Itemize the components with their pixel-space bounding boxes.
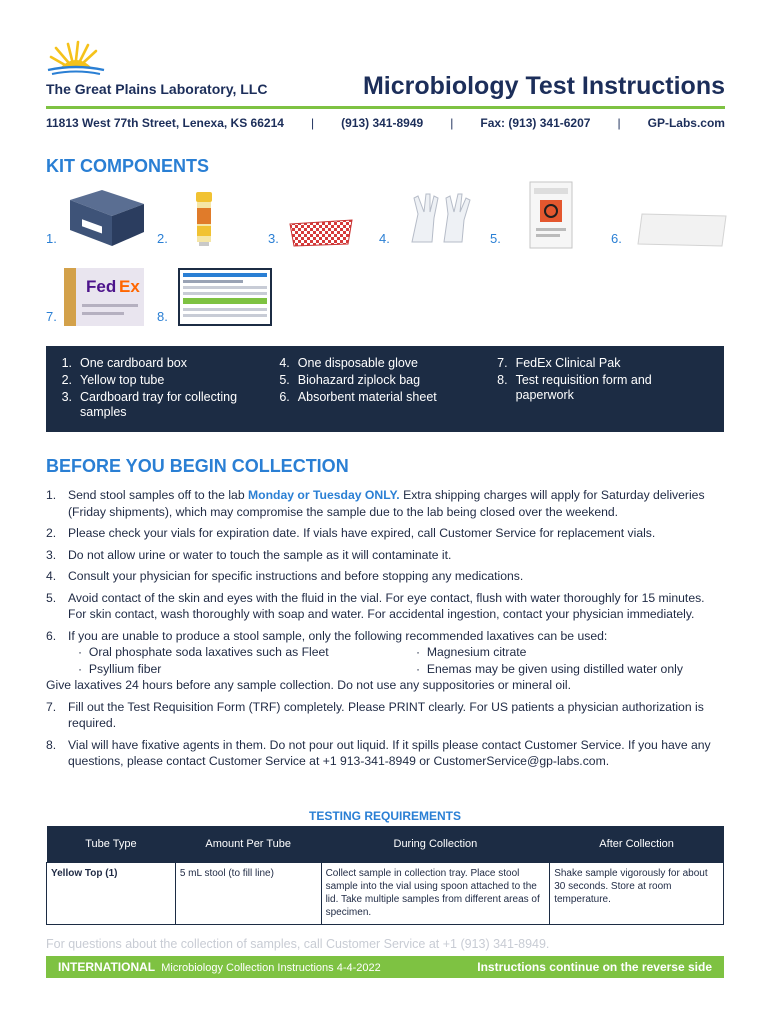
laxative-item: · Magnesium citrate [416,644,726,661]
column-header: After Collection [550,826,724,862]
phone: (913) 341-8949 [341,116,424,130]
separator: | [310,116,315,130]
international-label: INTERNATIONAL [58,960,156,974]
svg-text:Fed: Fed [86,277,117,296]
testing-requirements-title: TESTING REQUIREMENTS [308,809,461,823]
fax: Fax: (913) 341-6207 [480,116,591,130]
step-item: 7. Fill out the Test Requisition Form (TRF) completely. Please PRINT clearly. For US patients a physician authorization is required. [46,699,704,730]
yellow-tube-image [190,190,218,248]
customer-service-note: For questions about the collection of samples, call Customer Service at +1 (913) 341-8949. [46,937,550,951]
document-label: Microbiology Collection Instructions 4-4-2022 [161,962,381,974]
list-item: 6. Absorbent material sheet [279,390,437,404]
list-item: 5. Biohazard ziplock bag [279,373,421,387]
requirements-table [46,826,724,925]
kit-number: 1. [46,231,57,246]
kit-number: 8. [157,309,168,324]
components-column [276,356,494,422]
step-item: 5. Avoid contact of the skin and eyes with the fluid in the vial. For eye contact, flush with water thoroughly for 15 minutes. For skin contact, wash thoroughly with soap and water. For accidental ingestion, contact your physician immediately. [46,590,705,621]
absorbent-sheet-image [636,212,728,248]
step-item: 2. Please check your vials for expiration date. If vials have expired, call Customer Service for replacement vials. [46,526,656,540]
list-item: 3. Cardboard tray for collecting samples [61,390,238,419]
list-item: 1. One cardboard box [61,356,188,370]
list-item: 8. Test requisition form and paperwork [497,373,652,402]
glove-image [404,190,478,246]
svg-text:Ex: Ex [119,277,140,296]
kit-number: 3. [268,231,279,246]
table-cell: 5 mL stool (to fill line) [175,862,321,924]
column-header: Tube Type [47,826,176,862]
kit-number: 7. [46,309,57,324]
reverse-side-note: Instructions continue on the reverse side [477,960,712,974]
laxative-item: · Psyllium fiber [78,661,416,678]
kit-number: 4. [379,231,390,246]
page-title: Microbiology Test Instructions [362,72,725,100]
list-item: 2. Yellow top tube [61,373,165,387]
contact-row [46,116,725,130]
company-name: The Great Plains Laboratory, LLC [46,81,268,97]
step-item: 1. Send stool samples off to the lab Monday or Tuesday ONLY. Extra shipping charges will apply for Saturday deliveries (Friday shipments), which may compromise the sample due to the lab being closed over the weekend. [46,488,705,519]
kit-number: 2. [157,231,168,246]
table-cell: Yellow Top (1) [47,862,176,924]
footer-bar [46,956,724,978]
sun-logo-icon [46,40,106,80]
biohazard-bag-image [528,180,574,250]
instruction-steps [46,487,726,775]
separator: | [617,116,621,130]
address: 11813 West 77th Street, Lenexa, KS 66214 [46,116,284,130]
list-item: 7. FedEx Clinical Pak [497,356,621,370]
components-column [494,356,712,422]
column-header: During Collection [321,826,550,862]
list-item: 4. One disposable glove [279,356,419,370]
laxative-item: · Enemas may be given using distilled water only [416,661,726,678]
components-column [58,356,276,422]
kit-number: 5. [490,231,501,246]
fedex-pak-image [64,268,144,326]
step-item: 8. Vial will have fixative agents in them. Do not pour out liquid. If it spills please contact Customer Service. If you have any questions, please contact Customer Service at +1 913-341-8949 or CustomerService@gp-labs.com. [46,737,711,768]
requisition-form-image [178,268,272,326]
header-divider [46,106,725,109]
kit-components-heading: KIT COMPONENTS [46,156,210,176]
shipping-days-highlight: Monday or Tuesday ONLY. [248,488,400,502]
table-header-row [47,826,724,862]
table-cell: Shake sample vigorously for about 30 seconds. Store at room temperature. [550,862,724,924]
step-item: 6. If you are unable to produce a stool sample, only the following recommended laxatives can be used: · Oral phosphate soda laxatives such as Fleet · Magnesium citrate · Psyllium fiber · Enemas may be given using distilled water only [46,628,726,678]
table-row [47,862,724,924]
table-cell: Collect sample in collection tray. Place stool sample into the vial using spoon attached to the lid. Take multiple samples from different areas of specimen. [321,862,550,924]
separator: | [450,116,454,130]
cardboard-box-image [62,186,148,248]
step-item: 4. Consult your physician for specific instructions and before stopping any medications. [46,569,524,583]
collection-tray-image [286,216,356,250]
column-header: Amount Per Tube [175,826,321,862]
laxative-list [68,644,726,677]
step-note: Give laxatives 24 hours before any sample collection. Do not use any suppositories or mineral oil. [46,678,572,692]
step-item: 3. Do not allow urine or water to touch the sample as it will contaminate it. [46,547,452,562]
before-collection-heading: BEFORE YOU BEGIN COLLECTION [46,456,349,476]
website-link[interactable]: GP-Labs.com [647,116,725,130]
laxative-item: · Oral phosphate soda laxatives such as Fleet [78,644,416,661]
components-list-panel [46,346,724,432]
kit-number: 6. [611,231,622,246]
